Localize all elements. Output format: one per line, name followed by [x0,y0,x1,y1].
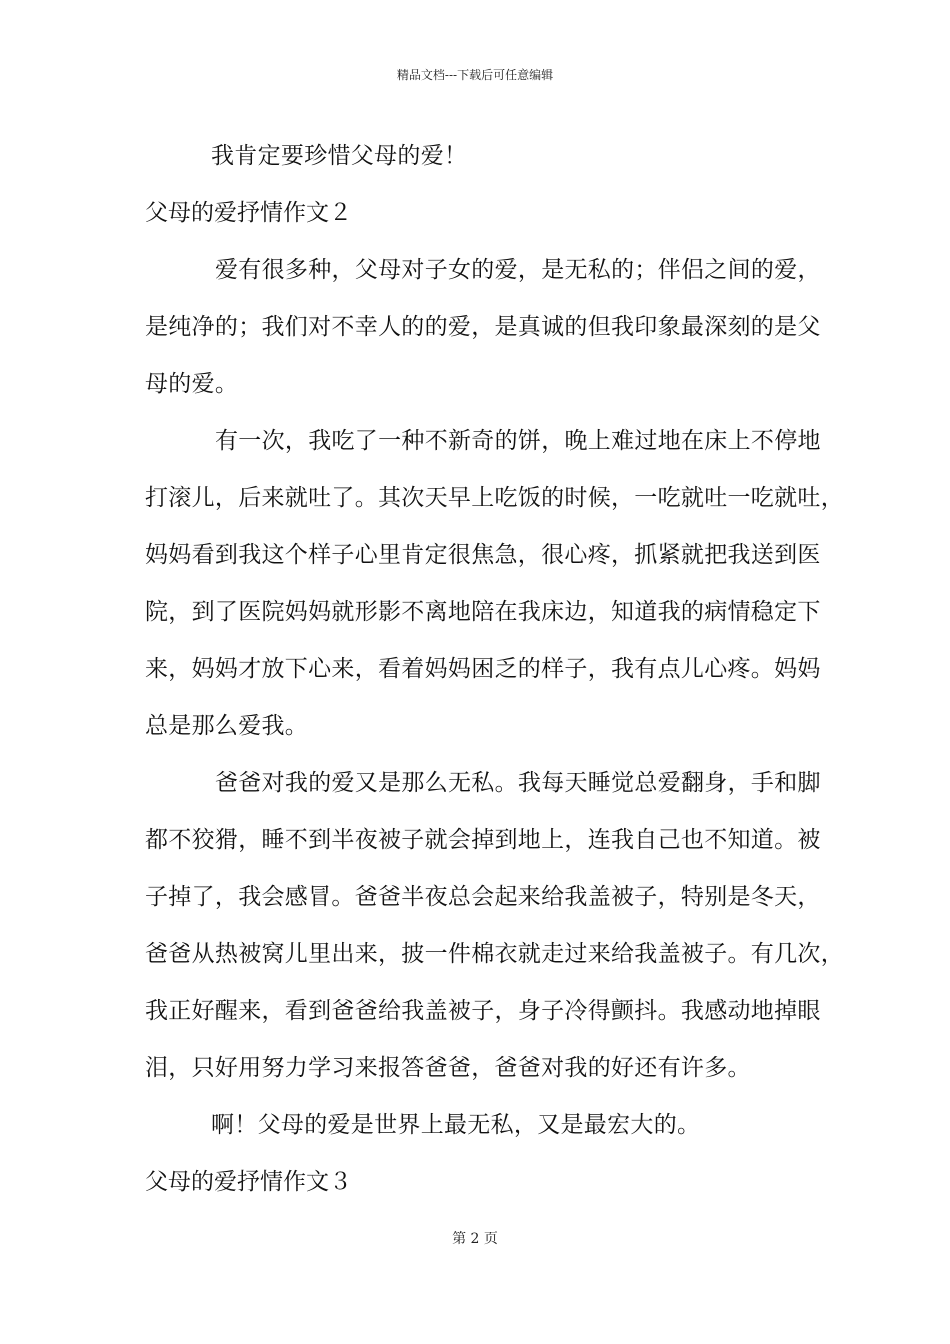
paragraph-line: 母的爱。 [145,371,239,397]
paragraph-line: 院，到了医院妈妈就形影不离地陪在我床边，知道我的病情稳定下 [145,599,821,625]
paragraph-line: 我正好醒来，看到爸爸给我盖被子，身子冷得颤抖。我感动地掉眼 [145,998,821,1024]
paragraph-line: 我肯定要珍惜父母的爱！ [211,143,468,169]
paragraph-line: 有一次，我吃了一种不新奇的饼，晚上难过地在床上不停地 [215,428,821,454]
paragraph-line: 啊！父母的爱是世界上最无私，又是最宏大的。 [211,1112,701,1138]
paragraph-line: 总是那么爱我。 [145,713,309,739]
paragraph-line: 都不狡猾，睡不到半夜被子就会掉到地上，连我自己也不知道。被 [145,827,821,853]
paragraph-line: 是纯净的；我们对不幸人的的爱，是真诚的但我印象最深刻的是父 [145,314,821,340]
paragraph-line: 子掉了，我会感冒。爸爸半夜总会起来给我盖被子，特别是冬天， [145,884,821,910]
page-header: 精品文档---下载后可任意编辑 [396,68,554,82]
paragraph-line: 妈妈看到我这个样子心里肯定很焦急，很心疼，抓紧就把我送到医 [145,542,821,568]
section-heading: 父母的爱抒情作文２ [145,200,352,226]
paragraph-line: 爸爸对我的爱又是那么无私。我每天睡觉总爱翻身，手和脚 [215,770,821,796]
paragraph-line: 爱有很多种，父母对子女的爱，是无私的；伴侣之间的爱， [215,257,821,283]
paragraph-line: 打滚儿，后来就吐了。其次天早上吃饭的时候，一吃就吐一吃就吐， [145,485,844,511]
section-heading: 父母的爱抒情作文３ [145,1169,352,1195]
page-number: 第 2 页 [452,1231,498,1247]
document-body [145,128,844,1211]
paragraph-line: 爸爸从热被窝儿里出来，披一件棉衣就走过来给我盖被子。有几次， [145,941,844,967]
paragraph-line: 来，妈妈才放下心来，看着妈妈困乏的样子，我有点儿心疼。妈妈 [145,656,821,682]
paragraph-line: 泪，只好用努力学习来报答爸爸，爸爸对我的好还有许多。 [145,1055,751,1081]
